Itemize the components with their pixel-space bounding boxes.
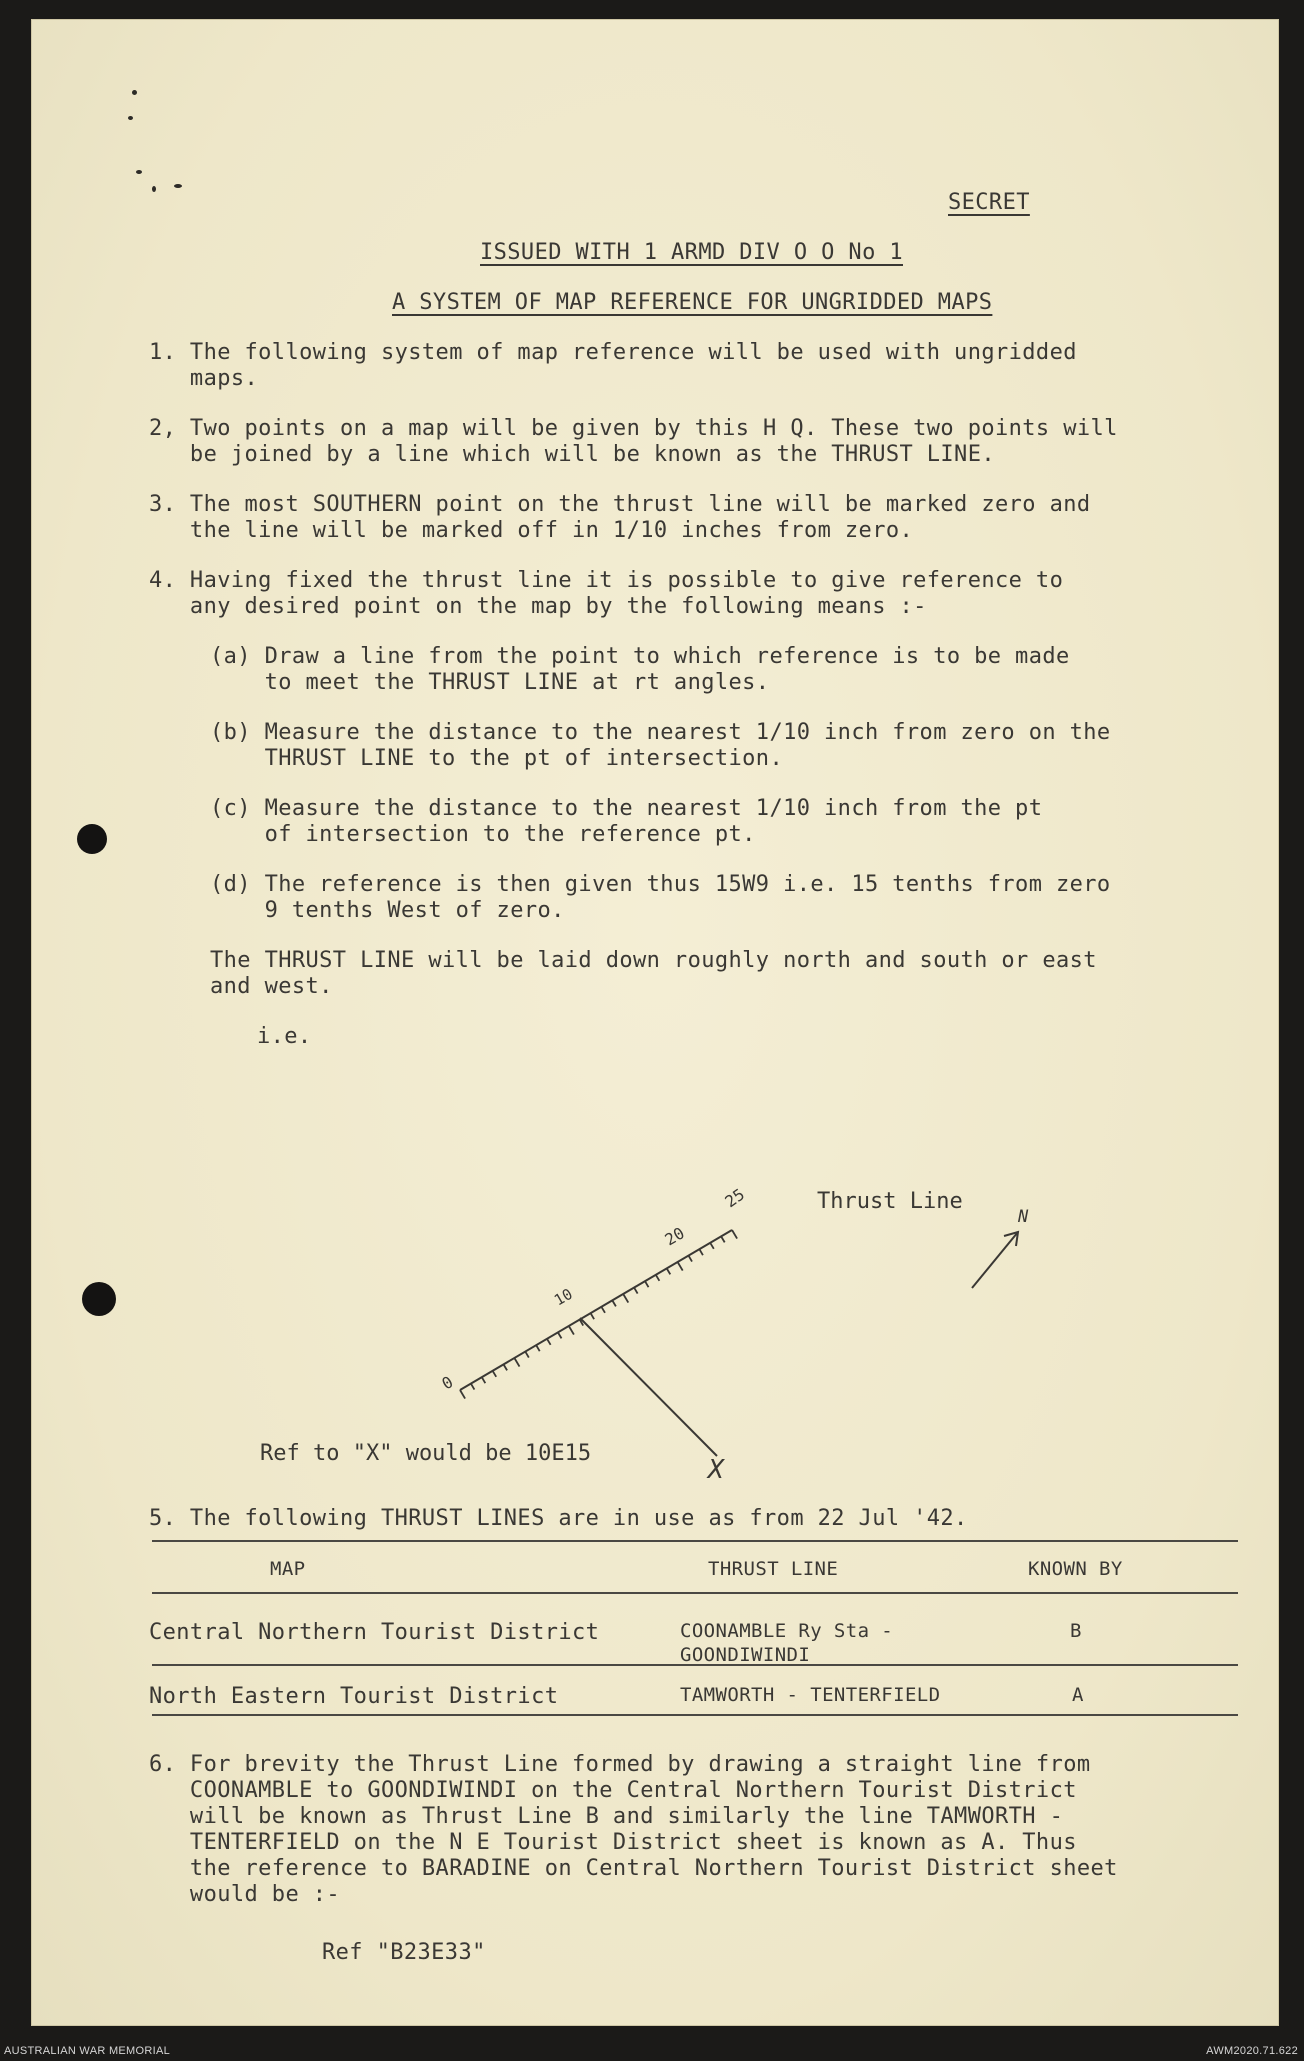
- tick-mark: [569, 1326, 574, 1335]
- para-1-line-1: 1. The following system of map reference will be used with ungridded: [149, 340, 1077, 365]
- table-header-thrust-line: THRUST LINE: [708, 1558, 839, 1580]
- document-title: A SYSTEM OF MAP REFERENCE FOR UNGRIDDED MAPS: [392, 290, 993, 315]
- tick-mark: [623, 1294, 628, 1303]
- para-3-line-2: the line will be marked off in 1/10 inches from zero.: [149, 518, 914, 543]
- table-row-2-thrust: TAMWORTH - TENTERFIELD: [680, 1684, 941, 1706]
- sub-item-b-line-2: THRUST LINE to the pt of intersection.: [210, 746, 784, 771]
- thrust-line: [460, 1230, 732, 1390]
- para-6-line-4: TENTERFIELD on the N E Tourist District sheet is known as A. Thus: [149, 1830, 1077, 1855]
- tick-mark: [645, 1281, 649, 1287]
- tick-mark: [699, 1249, 703, 1255]
- tick-mark: [504, 1364, 508, 1370]
- sub-item-a-line-1: (a) Draw a line from the point to which reference is to be made: [210, 644, 1070, 669]
- tick-mark: [514, 1358, 519, 1367]
- para-2-line-1: 2, Two points on a map will be given by this H Q. These two points will: [149, 416, 1118, 441]
- tick-mark: [536, 1345, 540, 1351]
- tick-mark: [460, 1390, 465, 1399]
- tick-mark: [710, 1243, 714, 1249]
- table-header-map: MAP: [270, 1558, 306, 1580]
- ink-mark: [128, 116, 133, 120]
- ink-mark: [174, 184, 182, 188]
- thrust-line-label: Thrust Line: [817, 1189, 963, 1214]
- table-rule-header: [152, 1592, 1238, 1594]
- sub-item-b-line-1: (b) Measure the distance to the nearest 1/10 inch from zero on the: [210, 720, 1111, 745]
- para-6-line-1: 6. For brevity the Thrust Line formed by drawing a straight line from: [149, 1752, 1091, 1777]
- table-row-1-known-by: B: [1070, 1620, 1082, 1642]
- tick-mark: [667, 1268, 671, 1274]
- tick-mark: [678, 1262, 683, 1271]
- tick-label-0: 0: [438, 1372, 457, 1394]
- punch-hole-top: [77, 824, 107, 854]
- ink-mark: [132, 90, 137, 95]
- perpendicular-line: [580, 1318, 717, 1456]
- tick-mark: [482, 1377, 486, 1383]
- tick-mark: [721, 1236, 725, 1242]
- sub-item-d-line-1: (d) The reference is then given thus 15W9 i.e. 15 tenths from zero: [210, 872, 1111, 897]
- para-3-line-1: 3. The most SOUTHERN point on the thrust line will be marked zero and: [149, 492, 1091, 517]
- tick-mark: [656, 1275, 660, 1281]
- tick-mark: [525, 1352, 529, 1358]
- north-label: N: [1018, 1207, 1029, 1227]
- tick-label-20: 20: [661, 1223, 688, 1250]
- tick-mark: [493, 1371, 497, 1377]
- tick-mark: [689, 1256, 693, 1262]
- note-line-2: and west.: [210, 974, 333, 999]
- para-6-line-2: COONAMBLE to GOONDIWINDI on the Central Northern Tourist District: [149, 1778, 1077, 1803]
- tick-mark: [471, 1384, 475, 1390]
- footer-item-number: AWM2020.71.622: [1206, 2045, 1298, 2057]
- para-6-line-5: the reference to BARADINE on Central Northern Tourist District sheet: [149, 1856, 1118, 1881]
- table-row-1-thrust: COONAMBLE Ry Sta -: [680, 1620, 894, 1642]
- tick-mark: [547, 1339, 551, 1345]
- table-row-1-map: Central Northern Tourist District: [149, 1620, 600, 1645]
- tick-mark: [732, 1230, 737, 1239]
- sub-item-c-line-1: (c) Measure the distance to the nearest 1/10 inch from the pt: [210, 796, 1043, 821]
- reference-x-label: X: [708, 1455, 724, 1485]
- table-row-2-known-by: A: [1072, 1684, 1084, 1706]
- para-4-line-1: 4. Having fixed the thrust line it is possible to give reference to: [149, 568, 1064, 593]
- para-6-line-3: will be known as Thrust Line B and similarly the line TAMWORTH -: [149, 1804, 1064, 1829]
- tick-mark: [601, 1307, 605, 1313]
- reference-example-text: Ref to "X" would be 10E15: [260, 1441, 592, 1466]
- table-rule-row-1: [152, 1664, 1238, 1666]
- table-rule-top: [152, 1540, 1238, 1542]
- punch-hole-bottom: [82, 1282, 116, 1316]
- para-2-line-2: be joined by a line which will be known as the THRUST LINE.: [149, 442, 995, 467]
- ie-label: i.e.: [257, 1024, 312, 1049]
- note-line-1: The THRUST LINE will be laid down roughly north and south or east: [210, 948, 1097, 973]
- final-reference: Ref "B23E33": [322, 1940, 486, 1965]
- issued-heading: ISSUED WITH 1 ARMD DIV O O No 1: [480, 240, 903, 265]
- ink-mark: [136, 170, 142, 174]
- ink-mark: [152, 186, 156, 192]
- footer-archive-name: AUSTRALIAN WAR MEMORIAL: [4, 2045, 171, 2057]
- north-arrow: [972, 1232, 1018, 1288]
- table-row-1-thrust-continued: GOONDIWINDI: [680, 1644, 811, 1666]
- sub-item-c-line-2: of intersection to the reference pt.: [210, 822, 756, 847]
- para-5: 5. The following THRUST LINES are in use as from 22 Jul '42.: [149, 1506, 968, 1531]
- table-header-known-by: KNOWN BY: [1028, 1558, 1123, 1580]
- table-rule-bottom: [152, 1714, 1238, 1716]
- para-1-line-2: maps.: [149, 366, 259, 391]
- tick-mark: [558, 1332, 562, 1338]
- tick-mark: [612, 1300, 616, 1306]
- para-6-line-6: would be :-: [149, 1882, 341, 1907]
- sub-item-d-line-2: 9 tenths West of zero.: [210, 898, 565, 923]
- document-page: [32, 20, 1278, 2025]
- classification-marking: SECRET: [948, 190, 1030, 215]
- table-row-2-map: North Eastern Tourist District: [149, 1684, 559, 1709]
- thrust-line-diagram: [260, 1100, 1052, 1500]
- para-4-line-2: any desired point on the map by the following means :-: [149, 594, 927, 619]
- sub-item-a-line-2: to meet the THRUST LINE at rt angles.: [210, 670, 770, 695]
- tick-label-25: 25: [721, 1184, 749, 1212]
- tick-label-10: 10: [551, 1284, 576, 1310]
- tick-mark: [634, 1288, 638, 1294]
- tick-mark: [591, 1313, 595, 1319]
